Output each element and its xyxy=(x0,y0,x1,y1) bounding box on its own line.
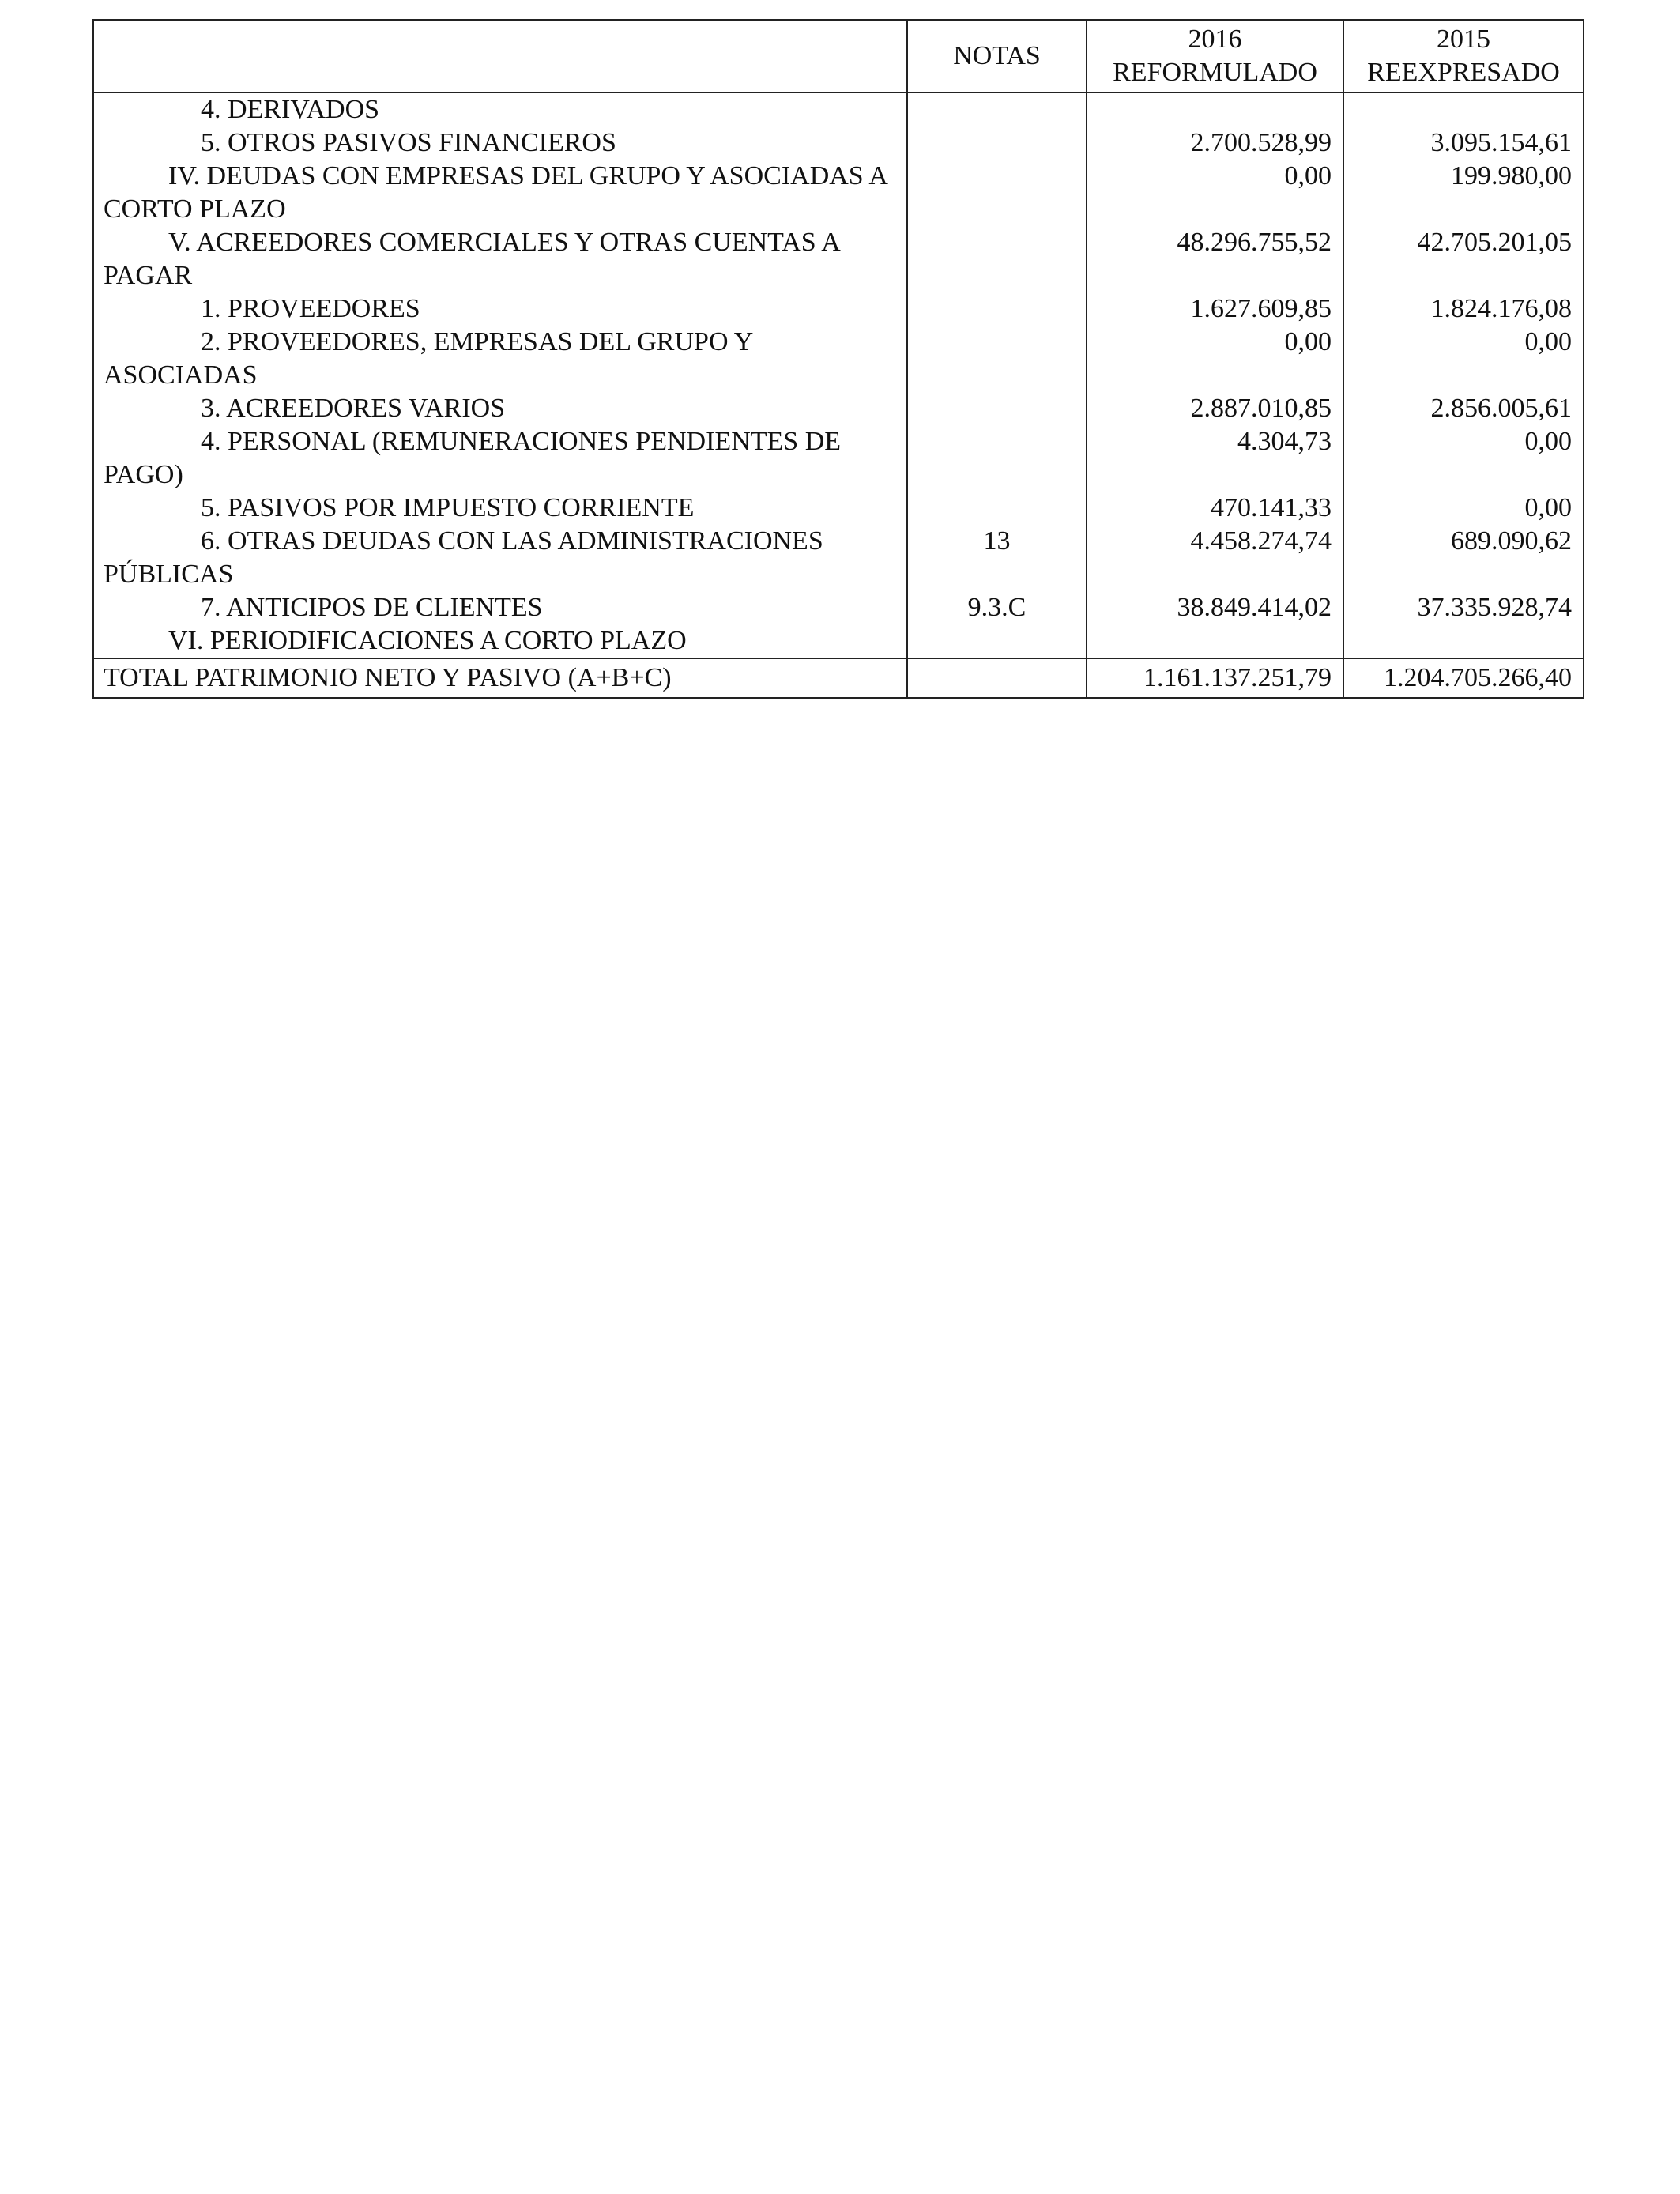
row-concept: VI. PERIODIFICACIONES A CORTO PLAZO xyxy=(93,624,907,658)
row-2016-value: 0,00 xyxy=(1087,326,1343,392)
header-2015-label: REEXPRESADO xyxy=(1367,58,1560,87)
row-notas: 9.3.C xyxy=(907,591,1087,624)
header-2016 xyxy=(1087,20,1343,92)
row-concept: 5. OTROS PASIVOS FINANCIEROS xyxy=(93,126,907,160)
row-2016-value: 48.296.755,52 xyxy=(1087,226,1343,292)
row-2016-value: 2.887.010,85 xyxy=(1087,392,1343,425)
row-notas xyxy=(907,624,1087,658)
header-2015 xyxy=(1343,20,1584,92)
balance-table xyxy=(92,19,1584,699)
table-row xyxy=(93,160,1584,226)
table-row xyxy=(93,292,1584,326)
row-2015-value: 3.095.154,61 xyxy=(1343,126,1584,160)
row-notas xyxy=(907,126,1087,160)
row-2016-value: 470.141,33 xyxy=(1087,492,1343,525)
row-concept: IV. DEUDAS CON EMPRESAS DEL GRUPO Y ASOCIADAS A CORTO PLAZO xyxy=(93,160,907,226)
total-row xyxy=(93,658,1584,698)
row-concept: 1. PROVEEDORES xyxy=(93,292,907,326)
header-2015-year: 2015 xyxy=(1437,25,1490,54)
table-row xyxy=(93,392,1584,425)
row-notas xyxy=(907,160,1087,226)
row-concept: 3. ACREEDORES VARIOS xyxy=(93,392,907,425)
table-row xyxy=(93,591,1584,624)
row-2015-value xyxy=(1343,624,1584,658)
table-row xyxy=(93,624,1584,658)
row-notas xyxy=(907,425,1087,492)
row-2016-value: 0,00 xyxy=(1087,160,1343,226)
total-concept: TOTAL PATRIMONIO NETO Y PASIVO (A+B+C) xyxy=(93,658,907,698)
row-2016-value: 4.458.274,74 xyxy=(1087,525,1343,591)
table-row xyxy=(93,126,1584,160)
row-2015-value: 199.980,00 xyxy=(1343,160,1584,226)
row-2015-value: 37.335.928,74 xyxy=(1343,591,1584,624)
row-2016-value xyxy=(1087,624,1343,658)
header-notas: NOTAS xyxy=(907,20,1087,92)
row-notas: 13 xyxy=(907,525,1087,591)
row-2015-value: 2.856.005,61 xyxy=(1343,392,1584,425)
header-concept xyxy=(93,20,907,92)
row-notas xyxy=(907,492,1087,525)
table-row xyxy=(93,525,1584,591)
header-row xyxy=(93,20,1584,92)
row-2015-value: 0,00 xyxy=(1343,326,1584,392)
row-2015-value: 42.705.201,05 xyxy=(1343,226,1584,292)
row-2016-value: 38.849.414,02 xyxy=(1087,591,1343,624)
row-notas xyxy=(907,226,1087,292)
row-2015-value: 1.824.176,08 xyxy=(1343,292,1584,326)
row-concept: 5. PASIVOS POR IMPUESTO CORRIENTE xyxy=(93,492,907,525)
row-2016-value: 4.304,73 xyxy=(1087,425,1343,492)
table-row xyxy=(93,326,1584,392)
table-row xyxy=(93,92,1584,126)
row-notas xyxy=(907,392,1087,425)
row-concept: V. ACREEDORES COMERCIALES Y OTRAS CUENTAS A PAGAR xyxy=(93,226,907,292)
row-notas xyxy=(907,92,1087,126)
row-notas xyxy=(907,326,1087,392)
row-concept: 6. OTRAS DEUDAS CON LAS ADMINISTRACIONES PÚBLICAS xyxy=(93,525,907,591)
row-notas xyxy=(907,292,1087,326)
table-row xyxy=(93,226,1584,292)
total-2015-value: 1.204.705.266,40 xyxy=(1343,658,1584,698)
row-concept: 4. PERSONAL (REMUNERACIONES PENDIENTES DE PAGO) xyxy=(93,425,907,492)
table-row xyxy=(93,425,1584,492)
row-2015-value: 0,00 xyxy=(1343,425,1584,492)
row-2016-value: 2.700.528,99 xyxy=(1087,126,1343,160)
row-concept: 7. ANTICIPOS DE CLIENTES xyxy=(93,591,907,624)
total-2016-value: 1.161.137.251,79 xyxy=(1087,658,1343,698)
balance-sheet xyxy=(92,19,1583,730)
row-2016-value xyxy=(1087,92,1343,126)
header-2016-year: 2016 xyxy=(1188,25,1242,54)
row-2015-value: 0,00 xyxy=(1343,492,1584,525)
row-concept: 4. DERIVADOS xyxy=(93,92,907,126)
row-2016-value: 1.627.609,85 xyxy=(1087,292,1343,326)
total-notas xyxy=(907,658,1087,698)
row-concept: 2. PROVEEDORES, EMPRESAS DEL GRUPO Y ASOCIADAS xyxy=(93,326,907,392)
row-2015-value: 689.090,62 xyxy=(1343,525,1584,591)
header-2016-label: REFORMULADO xyxy=(1113,58,1317,87)
table-row xyxy=(93,492,1584,525)
row-2015-value xyxy=(1343,92,1584,126)
